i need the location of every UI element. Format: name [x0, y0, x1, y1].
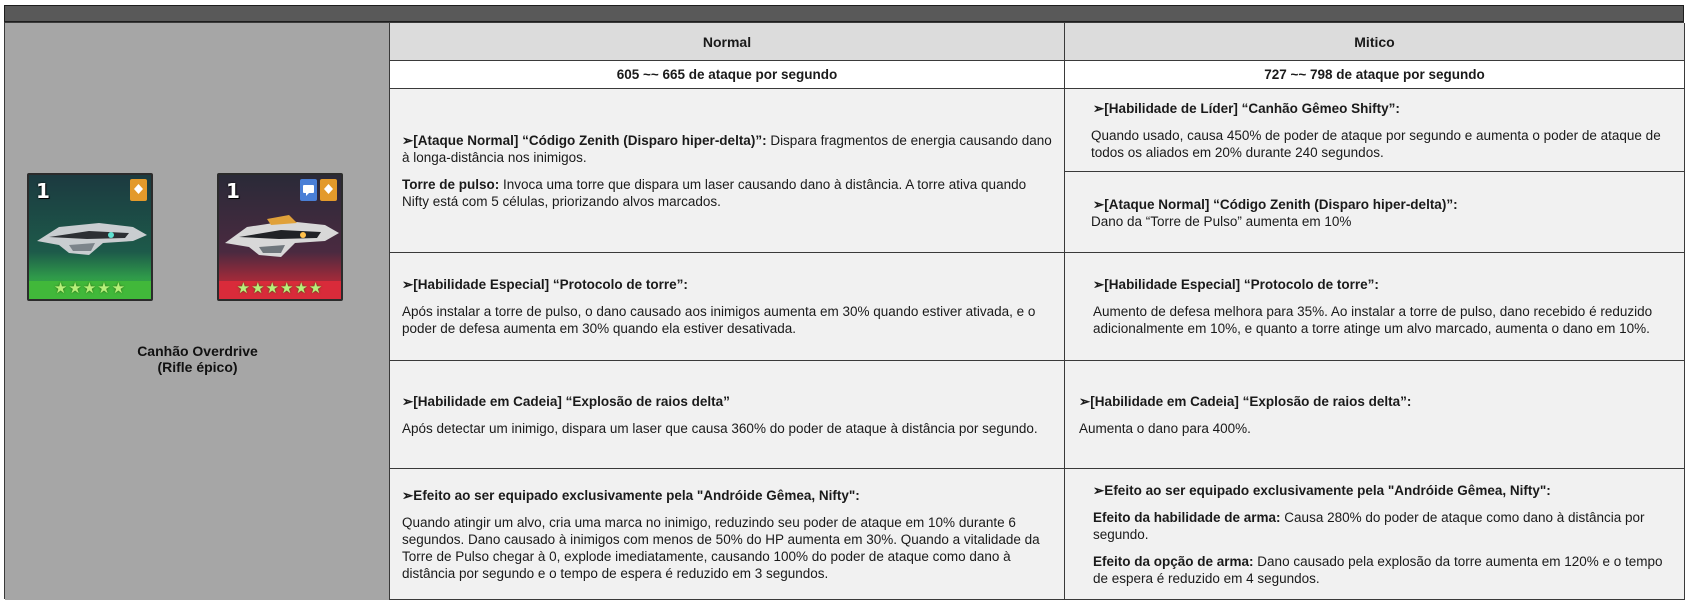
attack-normal: 605 ~~ 665 de ataque por segundo: [390, 61, 1065, 89]
mythic-chain-heading: ➢[Habilidade em Cadeia] “Explosão de raios delta”:: [1079, 393, 1412, 409]
leader-skill-block: [1065, 89, 1684, 172]
mythic-chain-cell: [1065, 361, 1685, 469]
mythic-exclusive-heading: ➢Efeito ao ser equipado exclusivamente pela "Andróide Gêmea, Nifty":: [1093, 482, 1551, 498]
normal-chain-text: Após detectar um inimigo, dispara um laser que causa 360% do poder de ataque à distância por segundo.: [402, 420, 1038, 436]
weapon-option-effect-label: Efeito da opção de arma:: [1093, 553, 1254, 569]
weapon-name: [5, 343, 390, 375]
weapon-title: Canhão Overdrive: [137, 343, 258, 359]
orange-diamond-badge-icon: [320, 179, 337, 201]
star-rating-mythic: [219, 277, 341, 299]
mythic-exclusive-cell: [1065, 469, 1685, 600]
star-rating-normal: [29, 277, 151, 299]
pulse-tower-label: Torre de pulso:: [402, 176, 500, 192]
normal-attack-text: Dispara fragmentos de energia causando dano à longa-distância nos inimigos.: [402, 132, 1052, 165]
weapon-option-effect-text: Dano causado pela explosão da torre aumenta em 120% e o tempo de espera é reduzido em 4 segundos.: [1093, 553, 1663, 586]
normal-special-cell: [390, 253, 1065, 361]
weapon-level-mythic: 1: [226, 179, 240, 203]
normal-exclusive-heading: ➢Efeito ao ser equipado exclusivamente pela "Andróide Gêmea, Nifty":: [402, 487, 860, 503]
normal-chain-cell: [390, 361, 1065, 469]
mythic-special-heading: ➢[Habilidade Especial] “Protocolo de torre”:: [1093, 277, 1379, 292]
blue-chat-badge-icon: [300, 179, 317, 201]
leader-skill-text: Quando usado, causa 450% de poder de ataque por segundo e aumenta o poder de ataque de todos os aliados em 20% durante 240 segundos.: [1091, 127, 1661, 160]
normal-chain-heading: ➢[Habilidade em Cadeia] “Explosão de raios delta”: [402, 393, 730, 409]
top-header-bar: [4, 5, 1684, 22]
weapon-comparison-table: [4, 22, 1684, 599]
mythic-special-text: Aumento de defesa melhora para 35%. Ao instalar a torre de pulso, dano recebido é reduzido adicionalmente em 10%, e quanto a torre atinge um alvo marcado, aumenta o dano em 10%.: [1093, 304, 1653, 336]
weapon-level-normal: 1: [36, 179, 50, 203]
weapon-type: (Rifle épico): [157, 359, 238, 375]
leader-skill-heading: ➢[Habilidade de Líder] “Canhão Gêmeo Shifty”:: [1093, 100, 1400, 116]
normal-attack-heading: ➢[Ataque Normal] “Código Zenith (Disparo hiper-delta)”:: [402, 132, 767, 148]
mythic-special-cell: [1065, 253, 1685, 361]
orange-diamond-badge-icon: [130, 179, 147, 201]
pulse-tower-text: Invoca uma torre que dispara um laser causando dano à distância. A torre ativa quando Nifty está com 5 células, priorizando alvos marcados.: [402, 176, 1027, 209]
normal-attack-cell: [390, 89, 1065, 253]
normal-special-text: Após instalar a torre de pulso, o dano causado aos inimigos aumenta em 30% quando estiver ativada, e o poder de defesa aumenta em 30% quando ela estiver desativada.: [402, 304, 1036, 336]
normal-exclusive-cell: [390, 469, 1065, 600]
column-header-normal: Normal: [390, 23, 1065, 61]
normal-special-heading: ➢[Habilidade Especial] “Protocolo de torre”:: [402, 277, 688, 292]
mythic-normal-attack-text: Dano da “Torre de Pulso” aumenta em 10%: [1091, 213, 1352, 229]
attack-mythic: 727 ~~ 798 de ataque por segundo: [1065, 61, 1685, 89]
mythic-normal-attack-block: [1065, 172, 1684, 253]
normal-exclusive-text: Quando atingir um alvo, cria uma marca no inimigo, reduzindo seu poder de ataque em 10% durante 6 segundos. Dano causado à inimigos com menos de 50% do HP aumenta em 30%. Quando a vitalidade da Torre de Pulso chegar à 0, explode imediatamente, causando 100% do poder de ataque como dano à distância por segundo e o tempo de espera é reduzido em 3 segundos.: [402, 514, 1040, 581]
stars-icon: ★★★★★★: [236, 280, 324, 297]
mythic-chain-text: Aumenta o dano para 400%.: [1079, 420, 1251, 436]
weapon-card-mythic: [217, 173, 343, 301]
mythic-leader-cell: [1065, 89, 1685, 253]
column-header-mythic: Mitico: [1065, 23, 1685, 61]
weapon-info-cell: [5, 23, 390, 600]
weapon-card-normal: [27, 173, 153, 301]
weapon-skill-effect-label: Efeito da habilidade de arma:: [1093, 509, 1281, 525]
weapon-skill-effect-text: Causa 280% do poder de ataque como dano à distância por segundo.: [1093, 509, 1645, 542]
mythic-normal-attack-heading: ➢[Ataque Normal] “Código Zenith (Disparo hiper-delta)”:: [1093, 196, 1458, 212]
stars-icon: ★★★★★: [53, 280, 127, 297]
